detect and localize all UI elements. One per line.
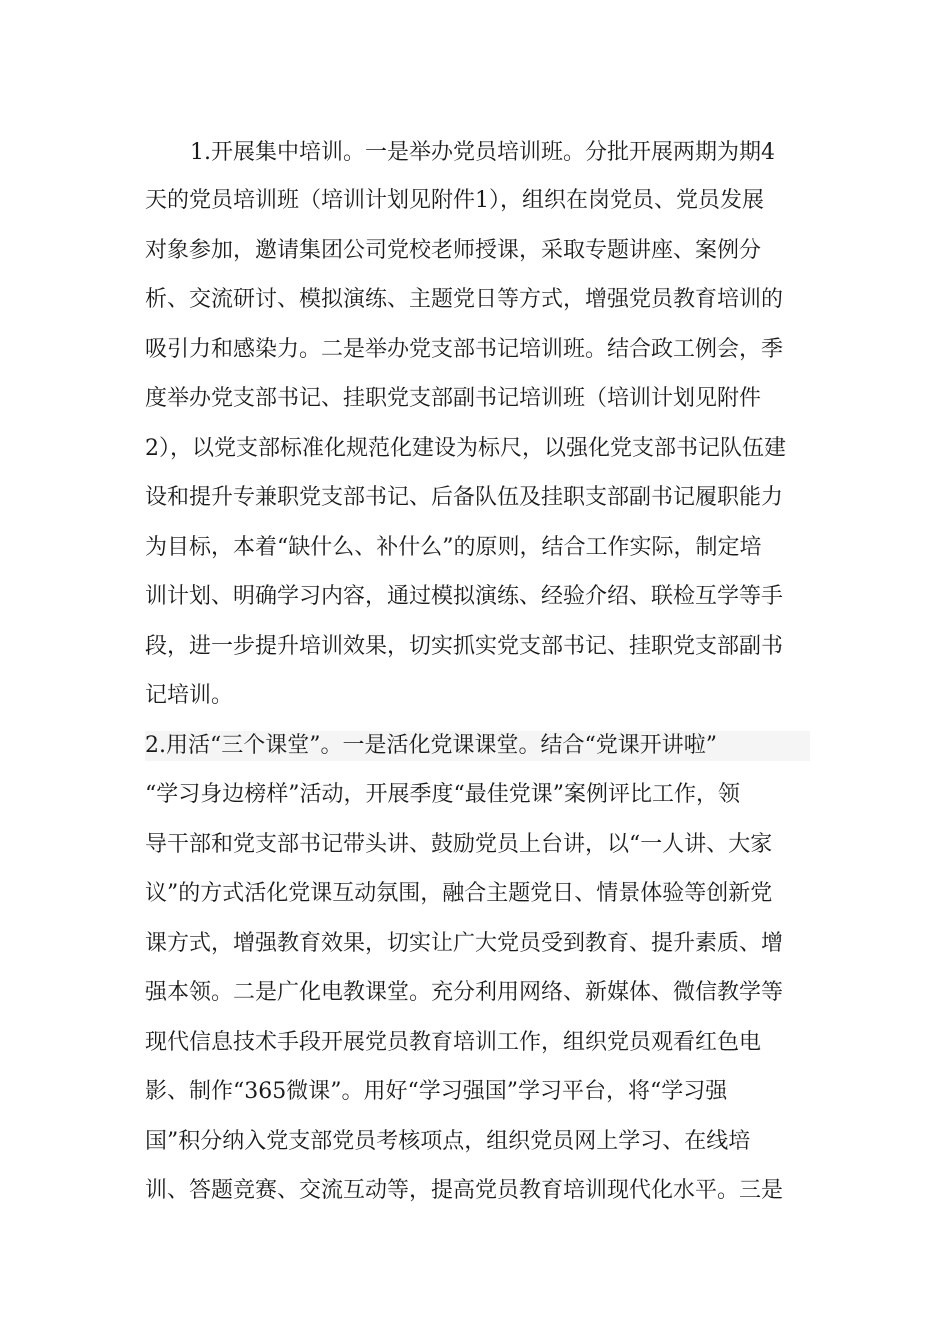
text-line: 1.开展集中培训。一是举办党员培训班。分批开展两期为期4 — [190, 140, 775, 165]
text-line: 课方式，增强教育效果，切实让广大党员受到教育、提升素质、增 — [145, 931, 784, 956]
text-line: 设和提升专兼职党支部书记、后备队伍及挂职支部副书记履职能力 — [145, 485, 784, 510]
text-line: 训计划、明确学习内容，通过模拟演练、经验介绍、联检互学等手 — [145, 584, 784, 609]
text-line: 国”积分纳入党支部党员考核项点，组织党员网上学习、在线培 — [145, 1129, 751, 1154]
text-line: 现代信息技术手段开展党员教育培训工作，组织党员观看红色电 — [145, 1030, 762, 1055]
text-line: 2.用活“三个课堂”。一是活化党课课堂。结合“党课开讲啦” — [145, 731, 810, 761]
text-line: 段，进一步提升培训效果，切实抓实党支部书记、挂职党支部副书 — [145, 634, 784, 659]
text-line: 对象参加，邀请集团公司党校老师授课，采取专题讲座、案例分 — [145, 238, 762, 263]
text-line: 2），以党支部标准化规范化建设为标尺，以强化党支部书记队伍建 — [145, 436, 786, 461]
text-line: 议”的方式活化党课互动氛围，融合主题党日、情景体验等创新党 — [145, 881, 773, 906]
text-line: 记培训。 — [145, 683, 234, 708]
text-line: 天的党员培训班（培训计划见附件1），组织在岗党员、党员发展 — [145, 188, 764, 213]
text-line: 强本领。二是广化电教课堂。充分利用网络、新媒体、微信教学等 — [145, 980, 784, 1005]
text-line: 训、答题竞赛、交流互动等，提高党员教育培训现代化水平。三是 — [145, 1178, 784, 1203]
text-line: 为目标，本着“缺什么、补什么”的原则，结合工作实际，制定培 — [145, 535, 762, 560]
text-line: 导干部和党支部书记带头讲、鼓励党员上台讲，以“一人讲、大家 — [145, 832, 773, 857]
text-line: 影、制作“365微课”。用好“学习强国”学习平台，将“学习强 — [145, 1079, 728, 1104]
text-line: “学习身边榜样”活动，开展季度“最佳党课”案例评比工作，领 — [145, 782, 740, 807]
text-line: 度举办党支部书记、挂职党支部副书记培训班（培训计划见附件 — [145, 386, 762, 411]
text-line: 吸引力和感染力。二是举办党支部书记培训班。结合政工例会，季 — [145, 337, 784, 362]
text-line: 析、交流研讨、模拟演练、主题党日等方式，增强党员教育培训的 — [145, 287, 784, 312]
